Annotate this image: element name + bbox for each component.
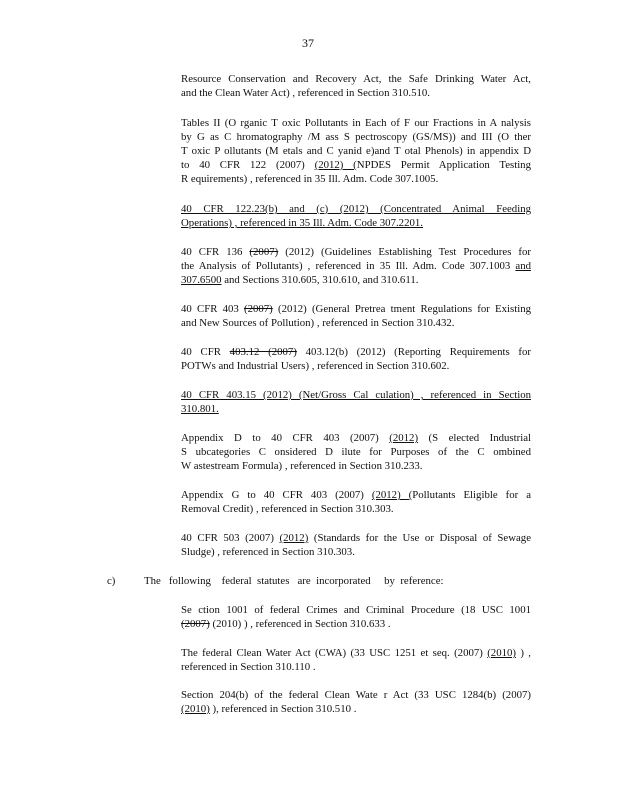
text-line xyxy=(181,216,531,230)
statute-item xyxy=(181,603,531,631)
struck-text: (2007) xyxy=(249,246,279,258)
reference-item xyxy=(181,388,531,416)
text-run: The federal Clean Water Act (CWA) (33 USC 1251 et seq. (2007) xyxy=(181,647,488,659)
text-line xyxy=(181,531,531,545)
text-run: NPDES Permit Application Testing xyxy=(356,159,531,171)
text-run: POTWs and Industrial Users) , referenced in Section 310.602. xyxy=(181,360,450,372)
text-run: Sludge) , referenced in Section 310.303. xyxy=(181,546,355,558)
text-line xyxy=(181,316,531,330)
text-run: (2012) (General Pretrea tment Regulations for Existing xyxy=(272,303,532,315)
text-run: 40 CFR 136 xyxy=(181,246,250,258)
text-line xyxy=(181,130,531,144)
text-line xyxy=(181,488,531,502)
text-line xyxy=(181,603,531,617)
text-run: Se ction 1001 of federal Crimes and Criminal Procedure (18 USC 1001 xyxy=(181,604,531,616)
text-line xyxy=(181,545,531,559)
text-line xyxy=(181,116,531,130)
text-line xyxy=(181,202,531,216)
text-line xyxy=(181,388,531,402)
text-line xyxy=(181,86,531,100)
reference-item xyxy=(181,116,531,186)
text-line xyxy=(181,502,531,516)
text-line xyxy=(181,72,531,86)
text-line xyxy=(181,259,531,273)
underlined-text: Operations) , referenced in 35 Ill. Adm. Code 307.2201. xyxy=(181,217,423,229)
text-run: 40 CFR 503 (2007) xyxy=(181,532,280,544)
text-run: (S elected Industrial xyxy=(418,432,531,444)
underlined-text: (2012) ( xyxy=(314,159,357,171)
reference-item xyxy=(181,431,531,473)
text-run: Appendix D to 40 CFR 403 (2007) xyxy=(181,432,390,444)
text-line xyxy=(181,345,531,359)
reference-item xyxy=(181,245,531,287)
statute-item xyxy=(181,646,531,674)
statute-item xyxy=(181,688,531,716)
text-line xyxy=(181,402,531,416)
struck-text: 403.12 (2007) xyxy=(229,346,297,358)
text-run: Pollutants Eligible for a xyxy=(412,489,531,501)
text-run: the Analysis of Pollutants) , referenced in 35 Ill. Adm. Code 307.1003 xyxy=(181,260,516,272)
text-line xyxy=(181,359,531,373)
reference-item xyxy=(181,302,531,330)
reference-item xyxy=(181,72,531,100)
underlined-text: and xyxy=(515,260,531,272)
text-run: (Standards for the Use or Disposal of Sewage xyxy=(308,532,532,544)
text-line xyxy=(181,302,531,316)
text-line xyxy=(181,245,531,259)
text-run: 40 CFR xyxy=(181,346,230,358)
underlined-text: (2012) xyxy=(389,432,419,444)
text-line xyxy=(181,459,531,473)
underlined-text: 40 CFR 403.15 (2012) (Net/Gross Cal culation) , referenced in Section xyxy=(181,389,531,401)
reference-item xyxy=(181,345,531,373)
text-run: referenced in Section 310.110 . xyxy=(181,661,316,673)
text-line xyxy=(181,273,531,287)
struck-text: (2007) xyxy=(181,618,210,630)
text-run: and Sections 310.605, 310.610, and 310.611. xyxy=(221,274,419,286)
text-run: Tables II (O rganic T oxic Pollutants in Each of F our Fractions in A nalysis xyxy=(181,117,531,129)
text-line xyxy=(181,702,531,716)
underlined-text: (2010) xyxy=(487,647,516,659)
text-line xyxy=(181,617,531,631)
text-run: (2010) ) , referenced in Section 310.633 . xyxy=(209,618,391,630)
underlined-text: (2012) ( xyxy=(371,489,413,501)
underlined-text: 40 CFR 122.23(b) and (c) (2012) (Concentrated Animal Feeding xyxy=(181,203,531,215)
page-number: 37 xyxy=(302,36,314,50)
text-line xyxy=(181,660,531,674)
text-run: ), referenced in Section 310.510 . xyxy=(209,703,357,715)
underlined-text: 310.801. xyxy=(181,403,219,415)
text-line xyxy=(181,172,531,186)
text-run: W astestream Formula) , referenced in Section 310.233. xyxy=(181,460,423,472)
text-line xyxy=(181,646,531,660)
text-run: Removal Credit) , referenced in Section 310.303. xyxy=(181,503,394,515)
text-run: Section 204(b) of the federal Clean Wate r Act (33 USC 1284(b) (2007) xyxy=(181,689,531,701)
text-line xyxy=(181,445,531,459)
text-run: 40 CFR 403 xyxy=(181,303,244,315)
text-run: (2012) (Guidelines Establishing Test Procedures for xyxy=(278,246,531,258)
text-run: 403.12(b) (2012) (Reporting Requirements for xyxy=(296,346,531,358)
text-run: Resource Conservation and Recovery Act, the Safe Drinking Water Act, xyxy=(181,73,531,85)
underlined-text: (2010) xyxy=(181,703,210,715)
subsection-marker: c) xyxy=(107,575,116,587)
struck-text: (2007) xyxy=(243,303,273,315)
text-run: Appendix G to 40 CFR 403 (2007) xyxy=(181,489,372,501)
text-run: R equirements) , referenced in 35 Ill. Adm. Code 307.1005. xyxy=(181,173,439,185)
text-line xyxy=(181,431,531,445)
text-line xyxy=(181,158,531,172)
underlined-text: (2012) xyxy=(279,532,309,544)
text-line xyxy=(181,688,531,702)
subsection-intro: The following federal statutes are incorporated by reference: xyxy=(144,575,444,587)
text-run: T oxic P ollutants (M etals and C yanid e)and T otal Phenols) in appendix D xyxy=(181,145,531,157)
text-run: to 40 CFR 122 (2007) xyxy=(181,159,315,171)
reference-item xyxy=(181,531,531,559)
text-run: S ubcategories C onsidered D ilute for Purposes of the C ombined xyxy=(181,446,531,458)
text-run: ) , xyxy=(516,647,531,659)
text-run: by G as C hromatography /M ass S pectroscopy (GS/MS)) and III (O ther xyxy=(181,131,531,143)
reference-item xyxy=(181,202,531,230)
reference-item xyxy=(181,488,531,516)
text-run: and New Sources of Pollution) , referenced in Section 310.432. xyxy=(181,317,455,329)
text-run: and the Clean Water Act) , referenced in Section 310.510. xyxy=(181,87,430,99)
text-line xyxy=(181,144,531,158)
underlined-text: 307.6500 xyxy=(181,274,222,286)
